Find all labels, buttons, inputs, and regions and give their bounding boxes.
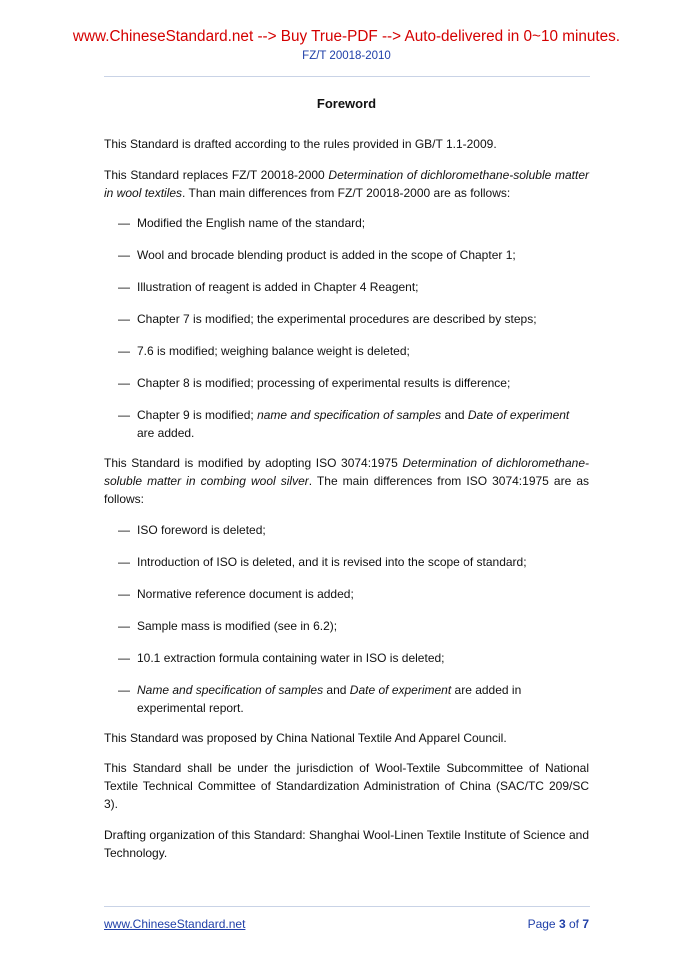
list-item: — Chapter 9 is modified; name and specification of samples and Date of experiment are added. (118, 408, 570, 440)
list-item: — Normative reference document is added; (118, 586, 354, 601)
paragraph-replaces: This Standard replaces FZ/T 20018-2000 Determination of dichloromethane-soluble matter in wool textiles. Than main differences from FZ/T 20018-2000 are as follows: (104, 167, 589, 200)
list-item: — Introduction of ISO is deleted, and it is revised into the scope of standard; (118, 554, 527, 569)
header-divider (104, 76, 590, 77)
list-item: — Wool and brocade blending product is added in the scope of Chapter 1; (118, 248, 516, 262)
list-item: — 7.6 is modified; weighing balance weight is deleted; (118, 344, 410, 358)
list-item: — Illustration of reagent is added in Chapter 4 Reagent; (118, 280, 419, 294)
paragraph-drafting-organization: Drafting organization of this Standard: Shanghai Wool-Linen Textile Institute of Science and Technology. (104, 827, 589, 860)
paragraph-drafting-rules: This Standard is drafted according to the rules provided in GB/T 1.1-2009. (104, 137, 497, 151)
list-item: — 10.1 extraction formula containing water in ISO is deleted; (118, 650, 445, 665)
footer-website-link[interactable]: www.ChineseStandard.net (104, 917, 246, 931)
list-item: — Chapter 8 is modified; processing of experimental results is difference; (118, 376, 511, 390)
document-body (104, 135, 589, 874)
paragraph-modified-adoption: This Standard is modified by adopting ISO 3074:1975 Determination of dichloromethane-soluble matter in combing wool silver. The main differences from ISO 3074:1975 are as follows: (104, 456, 589, 506)
paragraph-proposed-by: This Standard was proposed by China National Textile And Apparel Council. (104, 730, 507, 745)
list-item: — Modified the English name of the standard; (118, 216, 366, 230)
list-item: — Name and specification of samples and Date of experiment are added in experimental report. (118, 682, 522, 715)
header-banner[interactable]: www.ChineseStandard.net --> Buy True-PDF --> Auto-delivered in 0~10 minutes. (72, 28, 621, 45)
list-item: — Sample mass is modified (see in 6.2); (118, 618, 338, 633)
list-item: — ISO foreword is deleted; (118, 522, 266, 537)
page-title: Foreword (316, 96, 377, 111)
paragraph-jurisdiction: This Standard shall be under the jurisdiction of Wool-Textile Subcommittee of National Textile Technical Committee of Standardization Administration of China (SAC/TC 209/SC 3). (104, 761, 589, 811)
page-indicator: Page 3 of 7 (527, 917, 589, 931)
footer-divider (104, 906, 590, 907)
document-code: FZ/T 20018-2010 (302, 50, 391, 62)
list-item: — Chapter 7 is modified; the experimental procedures are described by steps; (118, 312, 537, 326)
